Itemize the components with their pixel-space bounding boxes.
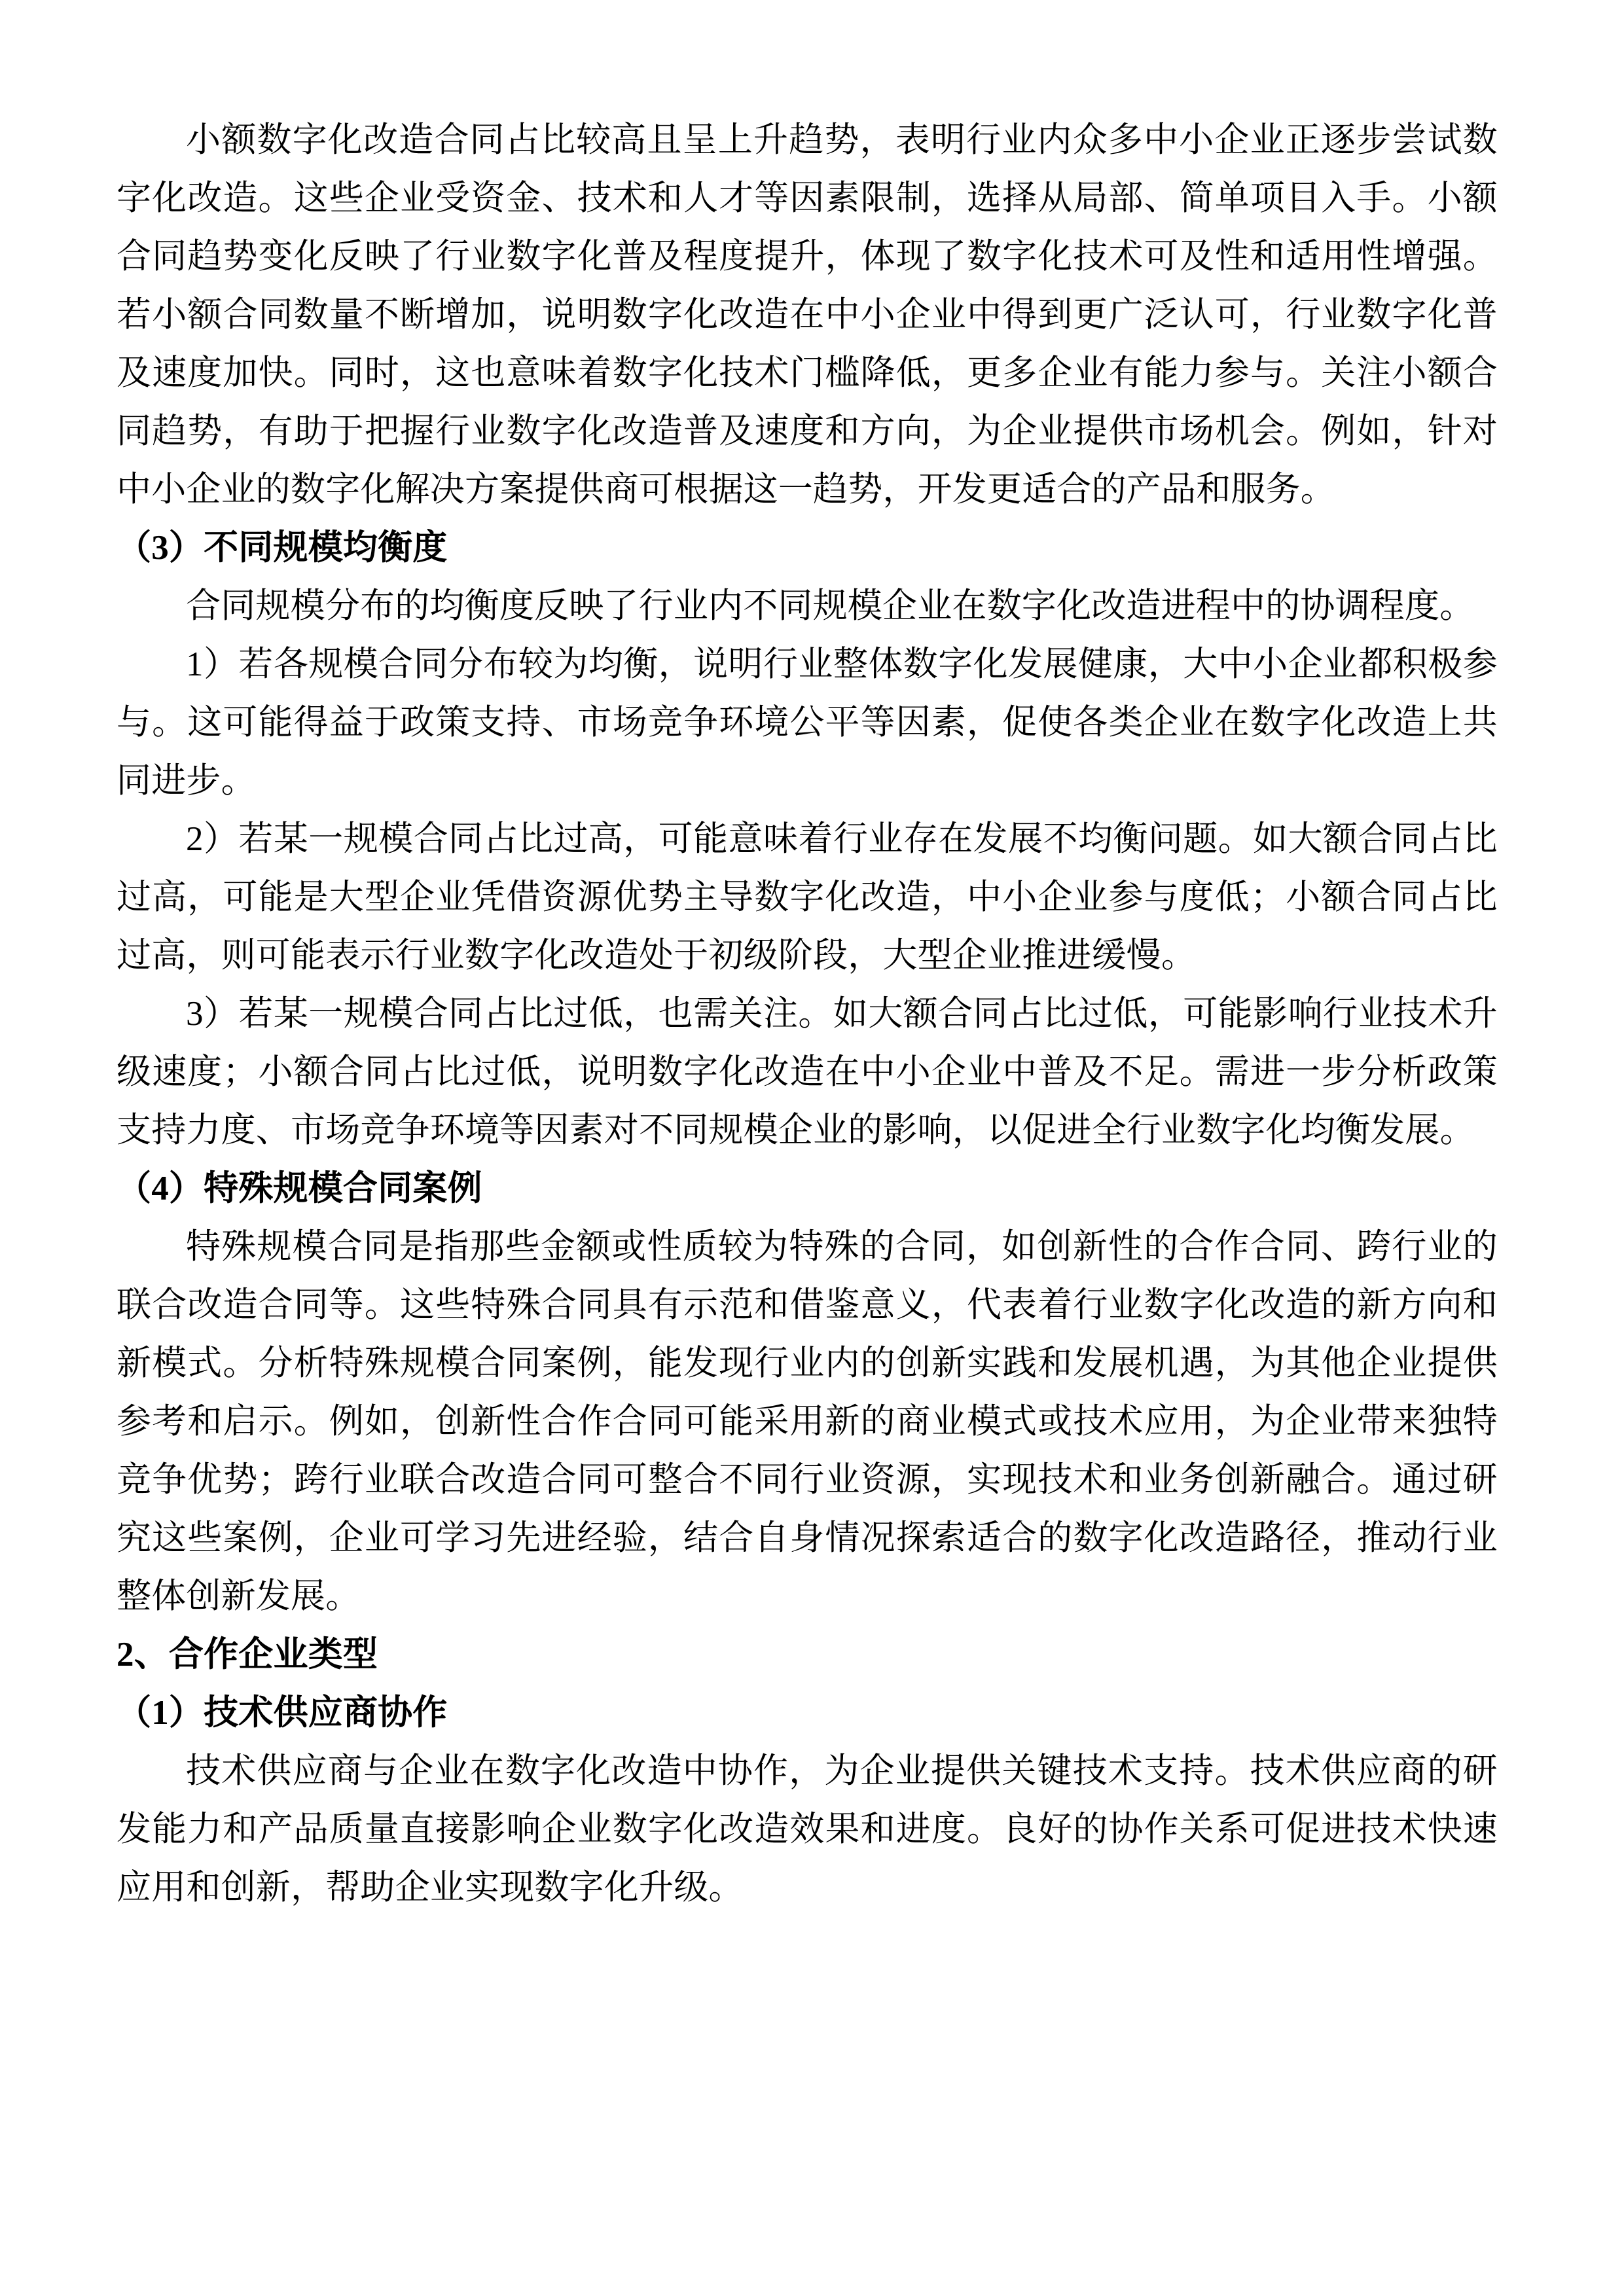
paragraph-balance-item-2: 2）若某一规模合同占比过高，可能意味着行业存在发展不均衡问题。如大额合同占比过高，可能是大型企业凭借资源优势主导数字化改造，中小企业参与度低；小额合同占比过高，则可能表示行业数字化改造处于初级阶段，大型企业推进缓慢。 (117, 820, 1498, 975)
paragraph-balance-item-1: 1）若各规模合同分布较为均衡，说明行业整体数字化发展健康，大中小企业都积极参与。这可能得益于政策支持、市场竞争环境公平等因素，促使各类企业在数字化改造上共同进步。 (117, 645, 1498, 800)
paragraph-special-scale-body: 特殊规模合同是指那些金额或性质较为特殊的合同，如创新性的合作合同、跨行业的联合改造合同等。这些特殊合同具有示范和借鉴意义，代表着行业数字化改造的新方向和新模式。分析特殊规模合同案例，能发现行业内的创新实践和发展机遇，为其他企业提供参考和启示。例如，创新性合作合同可能采用新的商业模式或技术应用，为企业带来独特竞争优势；跨行业联合改造合同可整合不同行业资源，实现技术和业务创新融合。通过研究这些案例，企业可学习先进经验，结合自身情况探索适合的数字化改造路径，推动行业整体创新发展。 (117, 1228, 1498, 1615)
heading-tech-supplier-collab: （1）技术供应商协作 (117, 1694, 448, 1732)
paragraph-balance-intro: 合同规模分布的均衡度反映了行业内不同规模企业在数字化改造进程中的协调程度。 (186, 587, 1475, 625)
paragraph-tech-supplier-body: 技术供应商与企业在数字化改造中协作，为企业提供关键技术支持。技术供应商的研发能力和产品质量直接影响企业数字化改造效果和进度。良好的协作关系可促进技术快速应用和创新，帮助企业实现数字化升级。 (117, 1752, 1498, 1907)
heading-scale-balance: （3）不同规模均衡度 (117, 529, 448, 567)
heading-special-scale-cases: （4）特殊规模合同案例 (117, 1170, 482, 1208)
paragraph-small-contract-trend: 小额数字化改造合同占比较高且呈上升趋势，表明行业内众多中小企业正逐步尝试数字化改造。这些企业受资金、技术和人才等因素限制，选择从局部、简单项目入手。小额合同趋势变化反映了行业数字化普及程度提升，体现了数字化技术可及性和适用性增强。若小额合同数量不断增加，说明数字化改造在中小企业中得到更广泛认可，行业数字化普及速度加快。同时，这也意味着数字化技术门槛降低，更多企业有能力参与。关注小额合同趋势，有助于把握行业数字化改造普及速度和方向，为企业提供市场机会。例如，针对中小企业的数字化解决方案提供商可根据这一趋势，开发更适合的产品和服务。 (117, 121, 1498, 509)
heading-partner-enterprise-types: 2、合作企业类型 (117, 1636, 378, 1674)
document-body (117, 111, 1498, 1917)
paragraph-balance-item-3: 3）若某一规模合同占比过低，也需关注。如大额合同占比过低，可能影响行业技术升级速度；小额合同占比过低，说明数字化改造在中小企业中普及不足。需进一步分析政策支持力度、市场竞争环境等因素对不同规模企业的影响，以促进全行业数字化均衡发展。 (117, 995, 1498, 1149)
